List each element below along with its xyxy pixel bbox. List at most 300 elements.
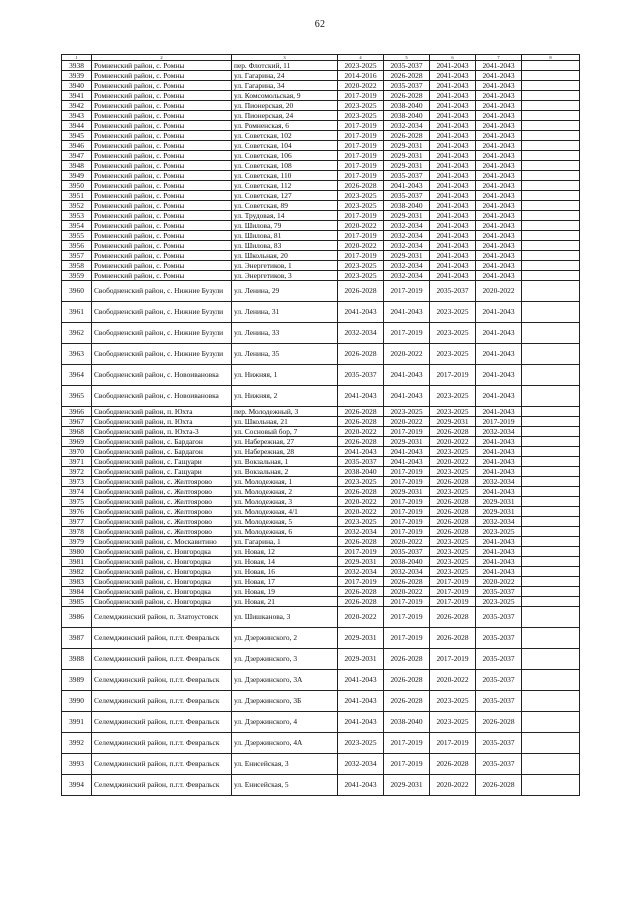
settlement-cell: Свободненский район, с. Новоивановка xyxy=(92,386,232,407)
row-number: 3956 xyxy=(62,241,92,251)
settlement-cell: Ромненский район, с. Ромны xyxy=(92,171,232,181)
address-cell: ул. Трудовая, 14 xyxy=(232,211,338,221)
address-cell: ул. Пионерская, 24 xyxy=(232,111,338,121)
period-cell: 2035-2037 xyxy=(476,754,522,775)
period-cell: 2035-2037 xyxy=(476,649,522,670)
period-cell: 2017-2019 xyxy=(384,281,430,302)
address-cell: ул. Шилова, 83 xyxy=(232,241,338,251)
address-cell: ул. Новая, 16 xyxy=(232,567,338,577)
table-row xyxy=(62,323,580,344)
period-cell: 2017-2019 xyxy=(430,587,476,597)
period-cell: 2017-2019 xyxy=(384,427,430,437)
period-cell: 2026-2028 xyxy=(338,587,384,597)
settlement-cell: Свободненский район, с. Новгородка xyxy=(92,567,232,577)
period-cell: 2041-2043 xyxy=(476,71,522,81)
table-row xyxy=(62,407,580,417)
table-row xyxy=(62,121,580,131)
period-cell: 2041-2043 xyxy=(430,141,476,151)
note-cell xyxy=(522,577,580,587)
period-cell: 2017-2019 xyxy=(476,417,522,427)
period-cell: 2035-2037 xyxy=(384,81,430,91)
settlement-cell: Ромненский район, с. Ромны xyxy=(92,61,232,71)
row-number: 3974 xyxy=(62,487,92,497)
period-cell: 2017-2019 xyxy=(430,597,476,607)
settlement-cell: Свободненский район, с. Желтоярово xyxy=(92,517,232,527)
period-cell: 2041-2043 xyxy=(430,131,476,141)
period-cell: 2026-2028 xyxy=(338,437,384,447)
period-cell: 2026-2028 xyxy=(476,775,522,796)
period-cell: 2032-2034 xyxy=(384,121,430,131)
period-cell: 2041-2043 xyxy=(430,111,476,121)
period-cell: 2023-2025 xyxy=(384,407,430,417)
period-cell: 2029-2031 xyxy=(384,251,430,261)
period-cell: 2032-2034 xyxy=(338,567,384,577)
period-cell: 2035-2037 xyxy=(338,365,384,386)
settlement-cell: Ромненский район, с. Ромны xyxy=(92,251,232,261)
period-cell: 2026-2028 xyxy=(430,527,476,537)
address-cell: ул. Новая, 21 xyxy=(232,597,338,607)
period-cell: 2023-2025 xyxy=(338,101,384,111)
table-row xyxy=(62,261,580,271)
address-cell: ул. Молодежная, 4/1 xyxy=(232,507,338,517)
note-cell xyxy=(522,487,580,497)
period-cell: 2041-2043 xyxy=(476,323,522,344)
note-cell xyxy=(522,417,580,427)
period-cell: 2032-2034 xyxy=(384,271,430,281)
period-cell: 2035-2037 xyxy=(476,733,522,754)
period-cell: 2032-2034 xyxy=(476,517,522,527)
row-number: 3947 xyxy=(62,151,92,161)
period-cell: 2041-2043 xyxy=(430,271,476,281)
address-cell: ул. Молодежная, 3 xyxy=(232,497,338,507)
period-cell: 2017-2019 xyxy=(384,527,430,537)
address-cell: ул. Советская, 102 xyxy=(232,131,338,141)
period-cell: 2026-2028 xyxy=(338,344,384,365)
row-number: 3951 xyxy=(62,191,92,201)
row-number: 3981 xyxy=(62,557,92,567)
period-cell: 2017-2019 xyxy=(338,121,384,131)
period-cell: 2041-2043 xyxy=(430,201,476,211)
period-cell: 2041-2043 xyxy=(384,447,430,457)
row-number: 3982 xyxy=(62,567,92,577)
row-number: 3965 xyxy=(62,386,92,407)
period-cell: 2041-2043 xyxy=(476,91,522,101)
period-cell: 2023-2025 xyxy=(430,537,476,547)
note-cell xyxy=(522,691,580,712)
row-number: 3957 xyxy=(62,251,92,261)
settlement-cell: Селемджинский район, п.г.т. Февральск xyxy=(92,649,232,670)
column-number: 3 xyxy=(232,55,338,61)
address-cell: ул. Молодежная, 2 xyxy=(232,487,338,497)
row-number: 3949 xyxy=(62,171,92,181)
table-row xyxy=(62,211,580,221)
period-cell: 2017-2019 xyxy=(430,649,476,670)
period-cell: 2029-2031 xyxy=(384,775,430,796)
row-number: 3966 xyxy=(62,407,92,417)
column-number: 1 xyxy=(62,55,92,61)
row-number: 3975 xyxy=(62,497,92,507)
period-cell: 2038-2040 xyxy=(384,557,430,567)
note-cell xyxy=(522,386,580,407)
column-number: 2 xyxy=(92,55,232,61)
settlement-cell: Ромненский район, с. Ромны xyxy=(92,241,232,251)
note-cell xyxy=(522,323,580,344)
row-number: 3968 xyxy=(62,427,92,437)
table-row xyxy=(62,386,580,407)
period-cell: 2029-2031 xyxy=(384,211,430,221)
note-cell xyxy=(522,754,580,775)
period-cell: 2038-2040 xyxy=(384,201,430,211)
period-cell: 2017-2019 xyxy=(338,171,384,181)
note-cell xyxy=(522,557,580,567)
settlement-cell: Селемджинский район, п.г.т. Февральск xyxy=(92,712,232,733)
period-cell: 2026-2028 xyxy=(430,628,476,649)
period-cell: 2026-2028 xyxy=(430,754,476,775)
settlement-cell: Ромненский район, с. Ромны xyxy=(92,161,232,171)
period-cell: 2041-2043 xyxy=(476,61,522,71)
note-cell xyxy=(522,507,580,517)
period-cell: 2041-2043 xyxy=(476,111,522,121)
settlement-cell: Свободненский район, с. Нижние Бузули xyxy=(92,302,232,323)
row-number: 3950 xyxy=(62,181,92,191)
address-cell: ул. Дзержинского, 3 xyxy=(232,649,338,670)
period-cell: 2029-2031 xyxy=(476,507,522,517)
row-number: 3939 xyxy=(62,71,92,81)
period-cell: 2041-2043 xyxy=(476,181,522,191)
settlement-cell: Свободненский район, с. Гащуари xyxy=(92,457,232,467)
period-cell: 2041-2043 xyxy=(476,161,522,171)
row-number: 3961 xyxy=(62,302,92,323)
period-cell: 2041-2043 xyxy=(430,61,476,71)
period-cell: 2017-2019 xyxy=(338,151,384,161)
note-cell xyxy=(522,437,580,447)
row-number: 3964 xyxy=(62,365,92,386)
period-cell: 2032-2034 xyxy=(384,221,430,231)
period-cell: 2041-2043 xyxy=(430,151,476,161)
period-cell: 2041-2043 xyxy=(476,547,522,557)
table-row xyxy=(62,271,580,281)
period-cell: 2029-2031 xyxy=(384,437,430,447)
note-cell xyxy=(522,407,580,417)
period-cell: 2020-2022 xyxy=(384,417,430,427)
period-cell: 2020-2022 xyxy=(338,427,384,437)
period-cell: 2035-2037 xyxy=(476,607,522,628)
period-cell: 2023-2025 xyxy=(430,323,476,344)
period-cell: 2041-2043 xyxy=(384,181,430,191)
period-cell: 2026-2028 xyxy=(430,517,476,527)
table-row xyxy=(62,547,580,557)
period-cell: 2017-2019 xyxy=(338,577,384,587)
settlement-cell: Селемджинский район, п.г.т. Февральск xyxy=(92,691,232,712)
note-cell xyxy=(522,101,580,111)
address-cell: ул. Советская, 127 xyxy=(232,191,338,201)
period-cell: 2032-2034 xyxy=(338,527,384,537)
row-number: 3983 xyxy=(62,577,92,587)
period-cell: 2017-2019 xyxy=(338,211,384,221)
table-row xyxy=(62,111,580,121)
row-number: 3994 xyxy=(62,775,92,796)
settlement-cell: Ромненский район, с. Ромны xyxy=(92,261,232,271)
settlement-cell: Свободненский район, с. Новгородка xyxy=(92,547,232,557)
table-row xyxy=(62,101,580,111)
period-cell: 2041-2043 xyxy=(338,302,384,323)
address-cell: ул. Советская, 89 xyxy=(232,201,338,211)
settlement-cell: Ромненский район, с. Ромны xyxy=(92,91,232,101)
period-cell: 2023-2025 xyxy=(338,271,384,281)
period-cell: 2041-2043 xyxy=(338,386,384,407)
period-cell: 2041-2043 xyxy=(476,81,522,91)
note-cell xyxy=(522,121,580,131)
period-cell: 2026-2028 xyxy=(384,71,430,81)
period-cell: 2035-2037 xyxy=(384,547,430,557)
settlement-cell: Селемджинский район, п.г.т. Февральск xyxy=(92,670,232,691)
period-cell: 2041-2043 xyxy=(384,365,430,386)
table-row xyxy=(62,231,580,241)
row-number: 3946 xyxy=(62,141,92,151)
address-cell: ул. Шилова, 79 xyxy=(232,221,338,231)
table-row xyxy=(62,365,580,386)
row-number: 3980 xyxy=(62,547,92,557)
table-row xyxy=(62,567,580,577)
address-cell: ул. Молодежная, 5 xyxy=(232,517,338,527)
period-cell: 2026-2028 xyxy=(384,670,430,691)
period-cell: 2041-2043 xyxy=(476,101,522,111)
period-cell: 2041-2043 xyxy=(430,161,476,171)
period-cell: 2041-2043 xyxy=(430,191,476,201)
note-cell xyxy=(522,251,580,261)
note-cell xyxy=(522,81,580,91)
address-cell: ул. Новая, 12 xyxy=(232,547,338,557)
settlement-cell: Свободненский район, с. Новгородка xyxy=(92,597,232,607)
settlement-cell: Селемджинский район, п.г.т. Февральск xyxy=(92,775,232,796)
table-row xyxy=(62,241,580,251)
period-cell: 2035-2037 xyxy=(384,191,430,201)
address-cell: ул. Пионерская, 20 xyxy=(232,101,338,111)
period-cell: 2041-2043 xyxy=(430,81,476,91)
note-cell xyxy=(522,517,580,527)
period-cell: 2020-2022 xyxy=(338,81,384,91)
address-cell: ул. Вокзальная, 2 xyxy=(232,467,338,477)
row-number: 3941 xyxy=(62,91,92,101)
period-cell: 2038-2040 xyxy=(384,712,430,733)
period-cell: 2038-2040 xyxy=(338,467,384,477)
period-cell: 2041-2043 xyxy=(476,467,522,477)
row-number: 3948 xyxy=(62,161,92,171)
settlement-cell: Свободненский район, п. Юхта xyxy=(92,407,232,417)
period-cell: 2041-2043 xyxy=(476,241,522,251)
address-cell: ул. Ленина, 35 xyxy=(232,344,338,365)
period-cell: 2017-2019 xyxy=(384,754,430,775)
period-cell: 2035-2037 xyxy=(476,587,522,597)
period-cell: 2026-2028 xyxy=(338,281,384,302)
settlement-cell: Ромненский район, с. Ромны xyxy=(92,81,232,91)
table-row xyxy=(62,628,580,649)
period-cell: 2041-2043 xyxy=(430,221,476,231)
period-cell: 2041-2043 xyxy=(476,121,522,131)
row-number: 3992 xyxy=(62,733,92,754)
period-cell: 2029-2031 xyxy=(338,649,384,670)
period-cell: 2023-2025 xyxy=(430,386,476,407)
period-cell: 2026-2028 xyxy=(338,407,384,417)
address-cell: ул. Советская, 108 xyxy=(232,161,338,171)
period-cell: 2026-2028 xyxy=(384,131,430,141)
row-number: 3945 xyxy=(62,131,92,141)
row-number: 3962 xyxy=(62,323,92,344)
period-cell: 2041-2043 xyxy=(476,537,522,547)
address-cell: ул. Дзержинского, 4 xyxy=(232,712,338,733)
period-cell: 2023-2025 xyxy=(430,547,476,557)
row-number: 3959 xyxy=(62,271,92,281)
period-cell: 2041-2043 xyxy=(476,365,522,386)
period-cell: 2041-2043 xyxy=(338,670,384,691)
period-cell: 2041-2043 xyxy=(430,241,476,251)
address-cell: ул. Дзержинского, 3Б xyxy=(232,691,338,712)
period-cell: 2023-2025 xyxy=(430,302,476,323)
table-row xyxy=(62,151,580,161)
period-cell: 2035-2037 xyxy=(338,457,384,467)
address-cell: ул. Шишканова, 3 xyxy=(232,607,338,628)
settlement-cell: Свободненский район, с. Желтоярово xyxy=(92,487,232,497)
row-number: 3991 xyxy=(62,712,92,733)
column-number: 6 xyxy=(430,55,476,61)
table-row xyxy=(62,507,580,517)
period-cell: 2020-2022 xyxy=(430,437,476,447)
period-cell: 2041-2043 xyxy=(338,691,384,712)
period-cell: 2041-2043 xyxy=(476,271,522,281)
period-cell: 2020-2022 xyxy=(384,537,430,547)
period-cell: 2017-2019 xyxy=(384,733,430,754)
period-cell: 2023-2025 xyxy=(430,447,476,457)
table-row xyxy=(62,251,580,261)
note-cell xyxy=(522,111,580,121)
note-cell xyxy=(522,527,580,537)
address-cell: ул. Комсомольская, 9 xyxy=(232,91,338,101)
period-cell: 2041-2043 xyxy=(476,191,522,201)
settlement-cell: Селемджинский район, п.г.т. Февральск xyxy=(92,733,232,754)
row-number: 3938 xyxy=(62,61,92,71)
period-cell: 2026-2028 xyxy=(384,577,430,587)
note-cell xyxy=(522,201,580,211)
period-cell: 2023-2025 xyxy=(338,261,384,271)
note-cell xyxy=(522,221,580,231)
note-cell xyxy=(522,141,580,151)
table-row xyxy=(62,487,580,497)
settlement-cell: Свободненский район, с. Новгородка xyxy=(92,557,232,567)
note-cell xyxy=(522,261,580,271)
settlement-cell: Свободненский район, с. Гащуари xyxy=(92,467,232,477)
row-number: 3973 xyxy=(62,477,92,487)
row-number: 3977 xyxy=(62,517,92,527)
settlement-cell: Свободненский район, с. Бардагон xyxy=(92,437,232,447)
note-cell xyxy=(522,344,580,365)
settlement-cell: Селемджинский район, п.г.т. Февральск xyxy=(92,754,232,775)
address-cell: пер. Флотский, 11 xyxy=(232,61,338,71)
period-cell: 2026-2028 xyxy=(384,691,430,712)
period-cell: 2020-2022 xyxy=(384,344,430,365)
period-cell: 2029-2031 xyxy=(384,487,430,497)
table-row xyxy=(62,691,580,712)
table-body xyxy=(62,55,580,796)
period-cell: 2017-2019 xyxy=(384,477,430,487)
note-cell xyxy=(522,191,580,201)
note-cell xyxy=(522,467,580,477)
table-row xyxy=(62,181,580,191)
table-row xyxy=(62,427,580,437)
note-cell xyxy=(522,365,580,386)
period-cell: 2017-2019 xyxy=(338,161,384,171)
period-cell: 2023-2025 xyxy=(338,191,384,201)
note-cell xyxy=(522,281,580,302)
note-cell xyxy=(522,211,580,221)
period-cell: 2032-2034 xyxy=(338,323,384,344)
period-cell: 2041-2043 xyxy=(476,437,522,447)
table-row xyxy=(62,161,580,171)
period-cell: 2020-2022 xyxy=(338,221,384,231)
row-number: 3952 xyxy=(62,201,92,211)
row-number: 3955 xyxy=(62,231,92,241)
period-cell: 2041-2043 xyxy=(430,261,476,271)
address-cell: ул. Гагарина, 34 xyxy=(232,81,338,91)
period-cell: 2041-2043 xyxy=(430,251,476,261)
settlement-cell: Селемджинский район, п.г.т. Февральск xyxy=(92,628,232,649)
table-row xyxy=(62,61,580,71)
period-cell: 2041-2043 xyxy=(430,121,476,131)
period-cell: 2017-2019 xyxy=(384,323,430,344)
period-cell: 2041-2043 xyxy=(476,201,522,211)
row-number: 3987 xyxy=(62,628,92,649)
period-cell: 2041-2043 xyxy=(430,231,476,241)
note-cell xyxy=(522,302,580,323)
period-cell: 2026-2028 xyxy=(338,417,384,427)
note-cell xyxy=(522,171,580,181)
period-cell: 2041-2043 xyxy=(476,261,522,271)
table-row xyxy=(62,171,580,181)
settlement-cell: Свободненский район, с. Бардагон xyxy=(92,447,232,457)
address-cell: ул. Дзержинского, 3А xyxy=(232,670,338,691)
period-cell: 2017-2019 xyxy=(338,141,384,151)
row-number: 3988 xyxy=(62,649,92,670)
address-cell: ул. Вокзальная, 1 xyxy=(232,457,338,467)
period-cell: 2041-2043 xyxy=(476,457,522,467)
period-cell: 2017-2019 xyxy=(430,365,476,386)
table-row xyxy=(62,467,580,477)
period-cell: 2020-2022 xyxy=(430,775,476,796)
note-cell xyxy=(522,131,580,141)
period-cell: 2023-2025 xyxy=(338,477,384,487)
table-row xyxy=(62,497,580,507)
period-cell: 2041-2043 xyxy=(430,181,476,191)
table-row xyxy=(62,754,580,775)
period-cell: 2023-2025 xyxy=(430,567,476,577)
row-number: 3940 xyxy=(62,81,92,91)
address-cell: ул. Гагарина, 1 xyxy=(232,537,338,547)
row-number: 3971 xyxy=(62,457,92,467)
row-number: 3984 xyxy=(62,587,92,597)
table-row xyxy=(62,457,580,467)
address-cell: ул. Советская, 106 xyxy=(232,151,338,161)
address-cell: ул. Школьная, 20 xyxy=(232,251,338,261)
period-cell: 2032-2034 xyxy=(338,754,384,775)
note-cell xyxy=(522,271,580,281)
settlement-cell: Свободненский район, с. Новгородка xyxy=(92,577,232,587)
period-cell: 2041-2043 xyxy=(476,231,522,241)
period-cell: 2041-2043 xyxy=(476,557,522,567)
period-cell: 2041-2043 xyxy=(476,386,522,407)
period-cell: 2023-2025 xyxy=(430,691,476,712)
note-cell xyxy=(522,567,580,577)
address-cell: ул. Новая, 14 xyxy=(232,557,338,567)
address-cell: ул. Советская, 110 xyxy=(232,171,338,181)
